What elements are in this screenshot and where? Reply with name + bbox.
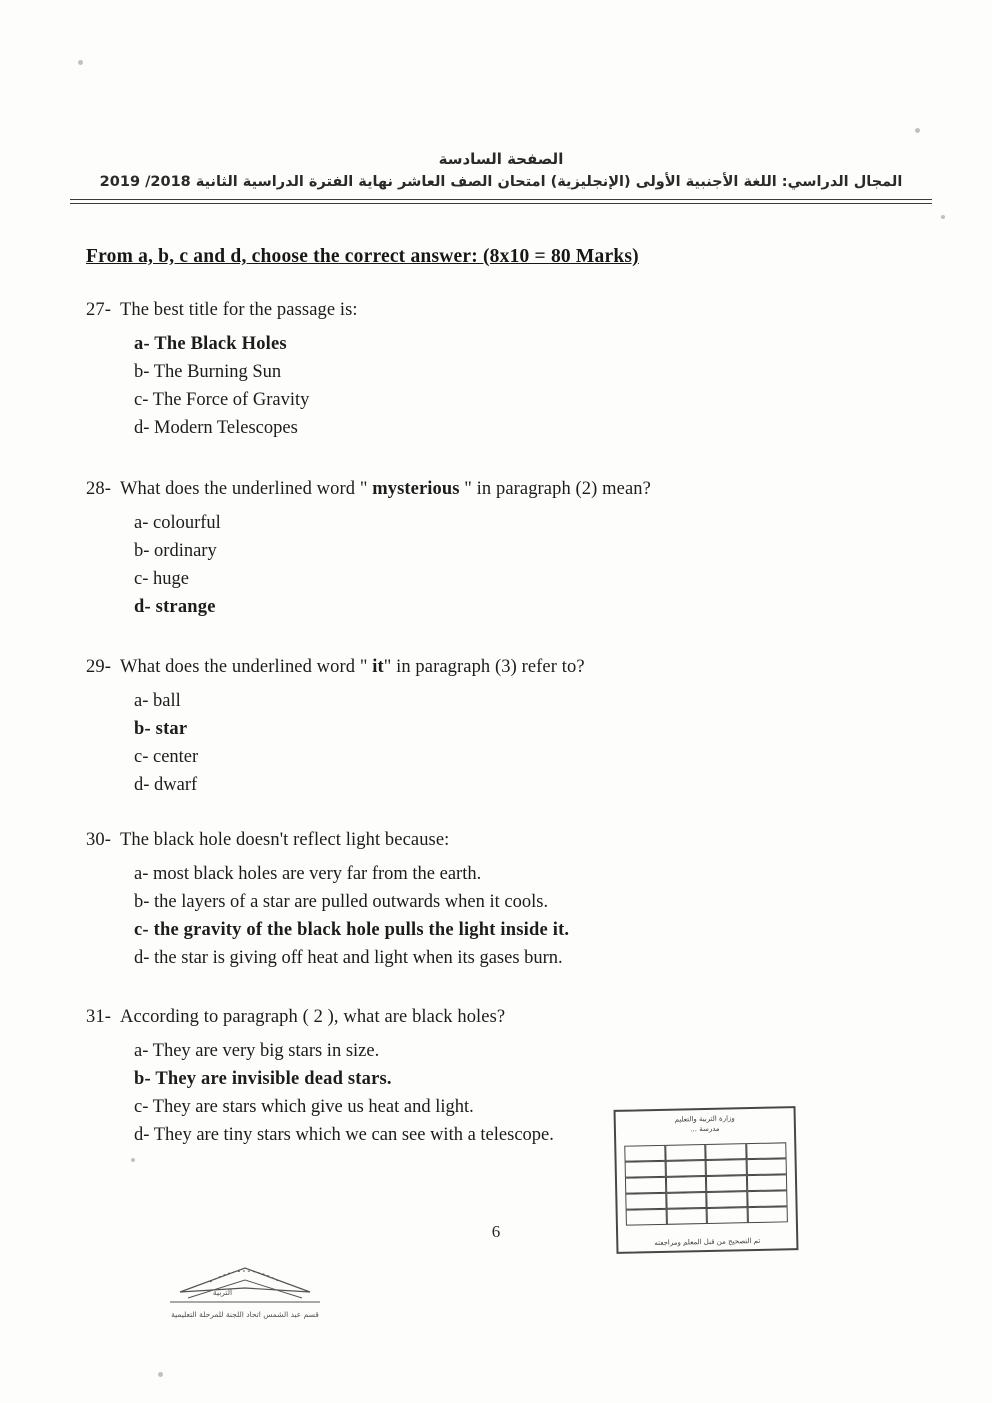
option-a[interactable]: a- The Black Holes (134, 334, 287, 354)
option-d[interactable]: d- dwarf (134, 775, 198, 795)
official-stamp-icon (614, 1106, 799, 1254)
question-stem (86, 1007, 932, 1028)
option-a[interactable]: a- colourful (134, 513, 221, 533)
question-number: 31- (86, 1007, 111, 1027)
question-text: The black hole doesn't reflect light because: (120, 830, 450, 850)
option-d[interactable]: d- strange (134, 597, 216, 617)
question-stem (86, 830, 932, 851)
ministry-stamp-icon (140, 1258, 350, 1328)
underlined-word: mysterious (372, 479, 460, 499)
question-number: 27- (86, 300, 111, 320)
question-stem (86, 657, 932, 678)
option-d[interactable]: d- They are tiny stars which we can see with a telescope. (134, 1125, 554, 1145)
option-c[interactable]: c- They are stars which give us heat and light. (134, 1097, 474, 1117)
instruction-text: From a, b, c and d, choose the correct answer: (8x10 = 80 Marks) (86, 246, 639, 267)
question-31 (86, 1007, 932, 1149)
option-list (86, 1037, 932, 1149)
question-text-before: What does the underlined word " (120, 657, 373, 677)
question-29 (86, 657, 932, 799)
header-divider (70, 199, 932, 204)
option-b[interactable]: b- They are invisible dead stars. (134, 1069, 392, 1089)
page-label-arabic: الصفحة السادسة (438, 150, 564, 168)
question-text-before: What does the underlined word " (120, 479, 373, 499)
option-c[interactable]: c- the gravity of the black hole pulls the light inside it. (134, 920, 570, 940)
option-b[interactable]: b- ordinary (134, 541, 217, 561)
option-list (86, 687, 932, 799)
option-b[interactable]: b- star (134, 719, 188, 739)
page-number: 6 (491, 1222, 501, 1241)
option-b[interactable]: b- The Burning Sun (134, 362, 282, 382)
subject-line-arabic: المجال الدراسي: اللغة الأجنبية الأولى (الإنجليزية) امتحان الصف العاشر نهاية الفترة الدراسية الثانية 2018/ 2019 (99, 174, 903, 190)
question-stem (86, 479, 932, 500)
option-a[interactable]: a- most black holes are very far from the earth. (134, 864, 482, 884)
question-28 (86, 479, 932, 621)
option-d[interactable]: d- the star is giving off heat and light when its gases burn. (134, 948, 563, 968)
option-c[interactable]: c- The Force of Gravity (134, 390, 310, 410)
stamp-line-2: مدرسة ... (690, 1124, 720, 1134)
scan-speck (158, 1372, 163, 1377)
stamp-bottom-line-1: التربية (212, 1288, 233, 1297)
question-number: 30- (86, 830, 111, 850)
option-a[interactable]: a- ball (134, 691, 181, 711)
question-text-after: " in paragraph (3) refer to? (383, 657, 585, 677)
scan-speck (78, 60, 83, 65)
question-number: 29- (86, 657, 111, 677)
stamp-bottom-line-2: قسم عبد الشمس اتحاد اللجنة للمرحلة التعليمية (171, 1310, 319, 1319)
question-30 (86, 830, 932, 972)
stamp-line-1: وزارة التربية والتعليم (674, 1114, 735, 1124)
question-27 (86, 300, 932, 442)
scan-speck (915, 128, 920, 133)
question-text-after: " in paragraph (2) mean? (459, 479, 651, 499)
option-c[interactable]: c- center (134, 747, 199, 767)
option-list (86, 509, 932, 621)
option-list (86, 860, 932, 972)
question-text: According to paragraph ( 2 ), what are black holes? (120, 1007, 506, 1027)
stamp-footer: تم التصحيح من قبل المعلم ومراجعته (654, 1236, 761, 1248)
document-header (70, 150, 932, 204)
option-b[interactable]: b- the layers of a star are pulled outwards when it cools. (134, 892, 549, 912)
question-stem (86, 300, 932, 321)
option-a[interactable]: a- They are very big stars in size. (134, 1041, 380, 1061)
option-d[interactable]: d- Modern Telescopes (134, 418, 298, 438)
stamp-grid (624, 1142, 788, 1225)
question-number: 28- (86, 479, 111, 499)
question-text: The best title for the passage is: (120, 300, 358, 320)
scan-speck (941, 215, 945, 219)
option-c[interactable]: c- huge (134, 569, 189, 589)
option-list (86, 330, 932, 442)
underlined-word: it (372, 657, 384, 677)
scan-speck (131, 1158, 135, 1162)
